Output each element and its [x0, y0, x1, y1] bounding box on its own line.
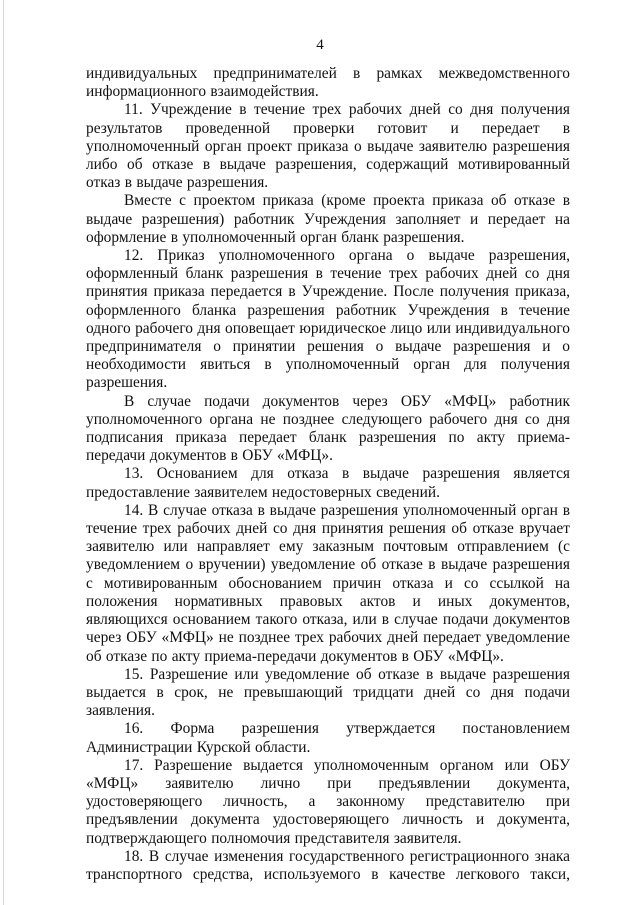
paragraph-16: 16. Форма разрешения утверждается постановлением Администрации Курской области.: [86, 720, 570, 756]
paragraph-12: 12. Приказ уполномоченного органа о выдаче разрешения, оформленный бланк разрешения в течение трех рабочих дней со дня принятия приказа передается в Учреждение. После получения приказа, оформленного бланка разрешения работник Учреждения в течение одного рабочего дня оповещает юридическое лицо или индивидуального предпринимателя о принятии решения о выдаче разрешения и о необходимости явиться в уполномоченный орган для получения разрешения.: [86, 247, 570, 392]
document-body: [86, 65, 570, 884]
paragraph-13: 13. Основанием для отказа в выдаче разрешения является предоставление заявителем недостоверных сведений.: [86, 465, 570, 501]
paragraph-17: 17. Разрешение выдается уполномоченным органом или ОБУ «МФЦ» заявителю лично при предъявлении документа, удостоверяющего личность, а законному представителю при предъявлении документа удостоверяющего личность и документа, подтверждающего полномочия представителя заявителя.: [86, 756, 570, 847]
paragraph-15: 15. Разрешение или уведомление об отказе в выдаче разрешения выдается в срок, не превышающий тридцати дней со дня подачи заявления.: [86, 665, 570, 720]
paragraph-14: 14. В случае отказа в выдаче разрешения уполномоченный орган в течение трех рабочих дней со дня принятия решения об отказе вручает заявителю или направляет ему заказным почтовым отправлением (с уведомлением о вручении) уведомление об отказе в выдаче разрешения с мотивированным обоснованием причин отказа и со ссылкой на положения нормативных правовых актов и иных документов, являющихся основанием такого отказа, или в случае подачи документов через ОБУ «МФЦ» не позднее трех рабочих дней передает уведомление об отказе по акту приема-передачи документов в ОБУ «МФЦ».: [86, 501, 570, 665]
paragraph-interagency-tail: индивидуальных предпринимателей в рамках межведомственного информационного взаимодействия.: [86, 65, 570, 101]
paragraph-11-continuation: Вместе с проектом приказа (кроме проекта приказа об отказе в выдаче разрешения) работник Учреждения заполняет и передает на оформление в уполномоченный орган бланк разрешения.: [86, 192, 570, 246]
page-number: 4: [316, 37, 324, 53]
paragraph-11: 11. Учреждение в течение трех рабочих дней со дня получения результатов проведенной проверки готовит и передает в уполномоченный орган проект приказа о выдаче заявителю разрешения либо об отказе в выдаче разрешения, содержащий мотивированный отказ в выдаче разрешения.: [86, 101, 570, 192]
scan-edge-line: [3, 0, 4, 905]
paragraph-12-continuation: В случае подачи документов через ОБУ «МФЦ» работник уполномоченного органа не позднее следующего рабочего дня со дня подписания приказа передает бланк разрешения по акту приема-передачи документов в ОБУ «МФЦ».: [86, 392, 570, 465]
paragraph-18: 18. В случае изменения государственного регистрационного знака транспортного средства, используемого в качестве легкового такси,: [86, 847, 570, 883]
